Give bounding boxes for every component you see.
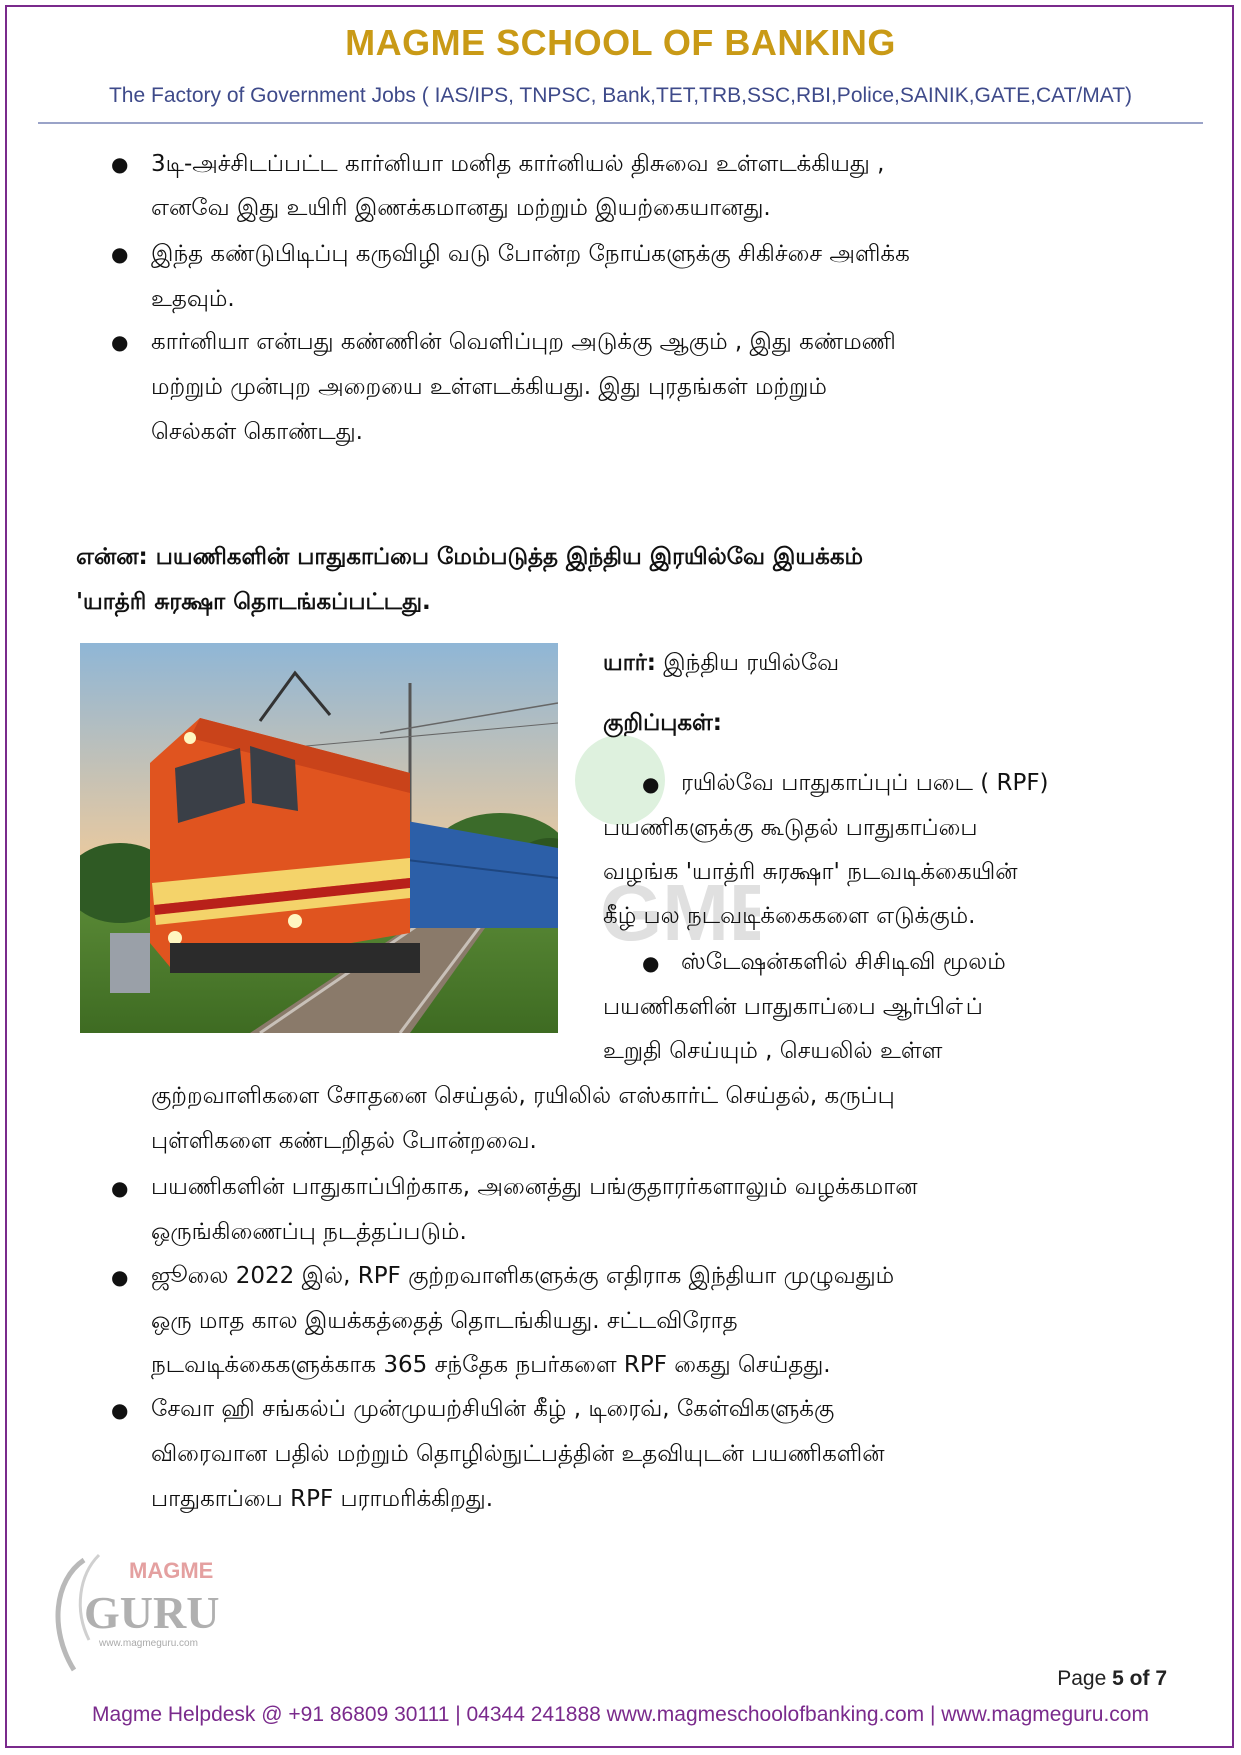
bullet-dot: ● — [111, 1176, 129, 1200]
notes-label: குறிப்புகள்: — [603, 710, 722, 736]
bullet-dot: ● — [642, 772, 660, 796]
who-value: இந்திய ரயில்வே — [663, 650, 840, 676]
magme-guru-logo — [44, 1540, 254, 1680]
who-label: யார்: — [603, 650, 656, 676]
note-2-line-5: புள்ளிகளை கண்டறிதல் போன்றவை. — [151, 1128, 537, 1154]
note-3-line-2: ஒருங்கிணைப்பு நடத்தப்படும். — [151, 1219, 467, 1245]
bullet-3-line-1: கார்னியா என்பது கண்ணின் வெளிப்புற அடுக்கு ஆகும் , இது கண்மணி — [151, 329, 896, 355]
bullet-dot: ● — [642, 951, 660, 975]
note-2-line-4: குற்றவாளிகளை சோதனை செய்தல், ரயிலில் எஸ்கார்ட் செய்தல், கருப்பு — [151, 1083, 895, 1109]
note-1-line-2: பயணிகளுக்கு கூடுதல் பாதுகாப்பை — [603, 815, 978, 841]
note-1-line-3: வழங்க 'யாத்ரி சுரக்ஷா' நடவடிக்கையின் — [603, 859, 1018, 885]
page-number: Page 5 of 7 — [1057, 1667, 1167, 1690]
svg-text:GURU: GURU — [84, 1587, 220, 1638]
bullet-dot: ● — [111, 1398, 129, 1422]
svg-text:GME: GME — [600, 868, 760, 957]
bullet-dot: ● — [111, 152, 129, 176]
header-divider — [38, 122, 1203, 124]
note-4-line-2: ஒரு மாத கால இயக்கத்தைத் தொடங்கியது. சட்டவிரோத — [151, 1308, 738, 1334]
train-image — [80, 643, 558, 1033]
bullet-dot: ● — [111, 330, 129, 354]
bullet-3-line-3: செல்கள் கொண்டது. — [151, 419, 363, 445]
note-2-line-3: உறுதி செய்யும் , செயலில் உள்ள — [603, 1038, 943, 1064]
note-5-line-3: பாதுகாப்பை RPF பராமரிக்கிறது. — [151, 1486, 494, 1512]
bullet-dot: ● — [111, 242, 129, 266]
bullet-1-line-1: 3டி-அச்சிடப்பட்ட கார்னியா மனித கார்னியல் திசுவை உள்ளடக்கியது , — [151, 151, 885, 177]
bullet-2-line-2: உதவும். — [151, 286, 235, 312]
note-1-line-1: ரயில்வே பாதுகாப்புப் படை ( RPF) — [681, 770, 1049, 796]
school-tagline: The Factory of Government Jobs ( IAS/IPS, TNPSC, Bank,TET,TRB,SSC,RBI,Police,SAINIK,GATE,CAT/MAT) — [108, 84, 1133, 107]
what-heading-line-2: 'யாத்ரி சுரக்ஷா தொடங்கப்பட்டது. — [76, 589, 431, 615]
note-1-line-4: கீழ் பல நடவடிக்கைகளை எடுக்கும். — [603, 903, 976, 929]
bullet-dot: ● — [111, 1265, 129, 1289]
what-heading-line-1: என்ன: பயணிகளின் பாதுகாப்பை மேம்படுத்த இந்திய இரயில்வே இயக்கம் — [76, 544, 864, 570]
note-4-line-3: நடவடிக்கைகளுக்காக 365 சந்தேக நபர்களை RPF கைது செய்தது. — [151, 1352, 831, 1378]
footer-contact: Magme Helpdesk @ +91 86809 30111 | 04344 241888 www.magmeschoolofbanking.com | www.magmeguru.com — [92, 1703, 1149, 1726]
note-5-line-2: விரைவான பதில் மற்றும் தொழில்நுட்பத்தின் உதவியுடன் பயணிகளின் — [151, 1441, 885, 1467]
note-5-line-1: சேவா ஹி சங்கல்ப் முன்முயற்சியின் கீழ் , டிரைவ், கேள்விகளுக்கு — [151, 1396, 835, 1422]
note-4-line-1: ஜூலை 2022 இல், RPF குற்றவாளிகளுக்கு எதிராக இந்தியா முழுவதும் — [151, 1263, 895, 1289]
school-title: MAGME SCHOOL OF BANKING — [345, 22, 896, 63]
svg-text:MAGME: MAGME — [129, 1558, 214, 1583]
bullet-1-line-2: எனவே இது உயிரி இணக்கமானது மற்றும் இயற்கையானது. — [151, 195, 771, 221]
who-line — [603, 641, 839, 685]
bullet-3-line-2: மற்றும் முன்புற அறையை உள்ளடக்கியது. இது புரதங்கள் மற்றும் — [151, 374, 827, 400]
note-2-line-2: பயணிகளின் பாதுகாப்பை ஆர்பிஎ்ப் — [603, 994, 983, 1020]
note-2-line-1: ஸ்டேஷன்களில் சிசிடிவி மூலம் — [681, 949, 1006, 975]
svg-text:www.magmeguru.com: www.magmeguru.com — [99, 1638, 198, 1649]
note-3-line-1: பயணிகளின் பாதுகாப்பிற்காக, அனைத்து பங்குதாரர்களாலும் வழக்கமான — [151, 1174, 918, 1200]
bullet-2-line-1: இந்த கண்டுபிடிப்பு கருவிழி வடு போன்ற நோய்களுக்கு சிகிச்சை அளிக்க — [151, 241, 910, 267]
